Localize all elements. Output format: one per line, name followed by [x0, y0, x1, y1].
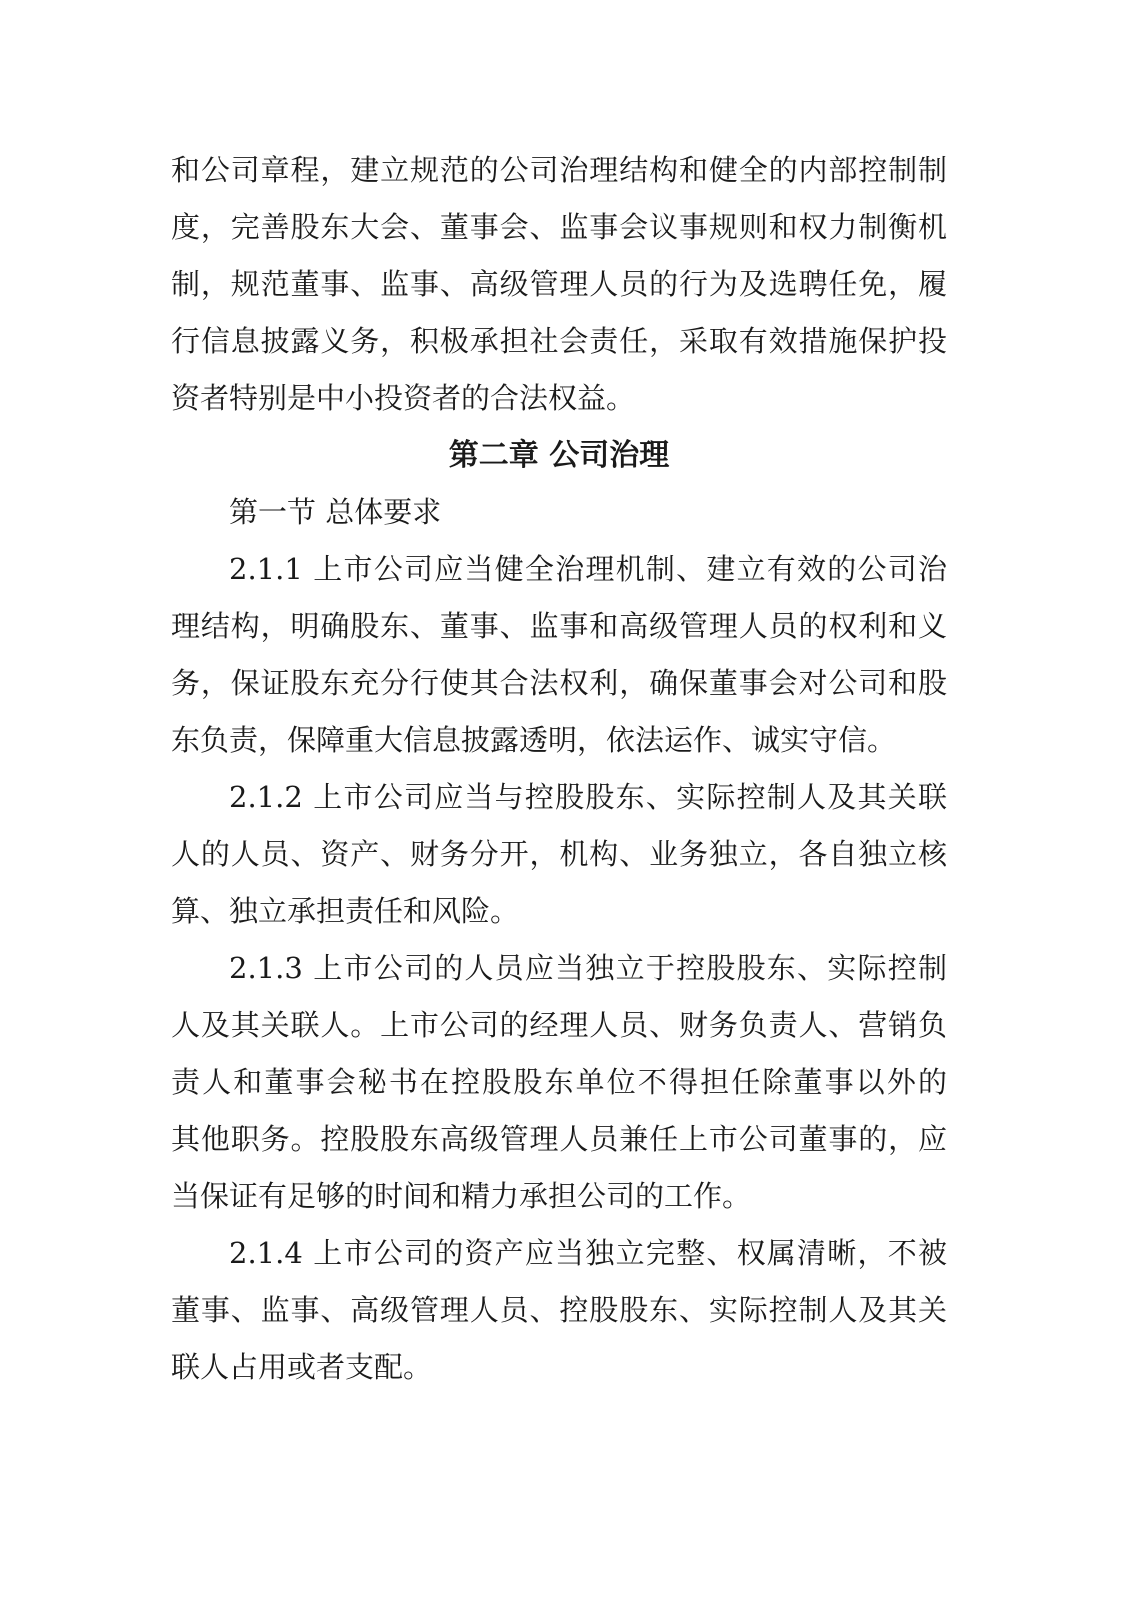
- text-line: 2.1.1 上市公司应当健全治理机制、建立有效的公司治: [229, 552, 947, 586]
- text-line: 责人和董事会秘书在控股股东单位不得担任除董事以外的: [171, 1065, 947, 1099]
- text-line: 东负责，保障重大信息披露透明，依法运作、诚实守信。: [171, 723, 897, 757]
- text-line: 资者特别是中小投资者的合法权益。: [171, 381, 636, 415]
- text-line: 人的人员、资产、财务分开，机构、业务独立，各自独立核: [171, 837, 947, 871]
- text-line: 制，规范董事、监事、高级管理人员的行为及选聘任免，履: [171, 267, 947, 301]
- text-line: 2.1.2 上市公司应当与控股股东、实际控制人及其关联: [229, 780, 947, 814]
- article-2-1-2: [171, 769, 947, 940]
- text-line: 联人占用或者支配。: [171, 1350, 433, 1384]
- text-line: 和公司章程，建立规范的公司治理结构和健全的内部控制制: [171, 153, 947, 187]
- text-line: 当保证有足够的时间和精力承担公司的工作。: [171, 1179, 752, 1213]
- document-page: [171, 142, 947, 1396]
- text-line: 行信息披露义务，积极承担社会责任，采取有效措施保护投: [171, 324, 947, 358]
- section-title: 第一节 总体要求: [229, 495, 442, 529]
- text-line: 2.1.3 上市公司的人员应当独立于控股股东、实际控制: [229, 951, 947, 985]
- text-line: 务，保证股东充分行使其合法权利，确保董事会对公司和股: [171, 666, 947, 700]
- text-line: 度，完善股东大会、董事会、监事会议事规则和权力制衡机: [171, 210, 947, 244]
- text-line: 2.1.4 上市公司的资产应当独立完整、权属清晰，不被: [229, 1236, 947, 1270]
- chapter-title: 第二章 公司治理: [448, 438, 670, 473]
- text-line: 算、独立承担责任和风险。: [171, 894, 520, 928]
- article-2-1-3: [171, 940, 947, 1225]
- text-line: 理结构，明确股东、董事、监事和高级管理人员的权利和义: [171, 609, 947, 643]
- article-2-1-4: [171, 1225, 947, 1396]
- text-line: 董事、监事、高级管理人员、控股股东、实际控制人及其关: [171, 1293, 947, 1327]
- text-line: 人及其关联人。上市公司的经理人员、财务负责人、营销负: [171, 1008, 947, 1042]
- intro-paragraph: [171, 142, 947, 427]
- article-2-1-1: [171, 541, 947, 769]
- text-line: 其他职务。控股股东高级管理人员兼任上市公司董事的，应: [171, 1122, 947, 1156]
